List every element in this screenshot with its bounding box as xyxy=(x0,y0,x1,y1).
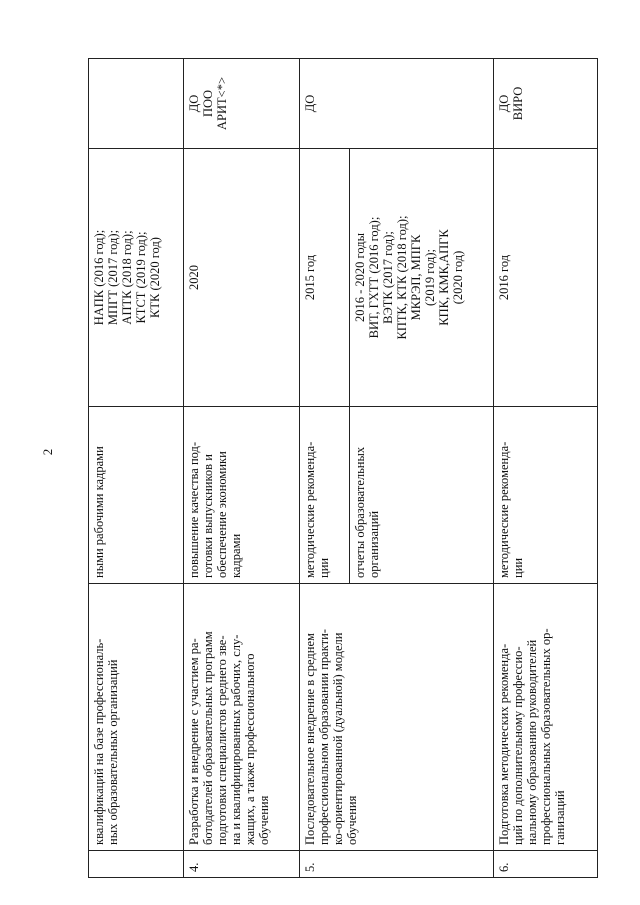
page-number: 2 xyxy=(40,448,55,456)
result-cell: ными рабочими кадрами xyxy=(89,407,184,584)
responsible-cell: ДО ВИРО xyxy=(494,59,598,149)
result-cell: методические рекоменда- ции xyxy=(494,407,598,584)
responsible-cell xyxy=(89,59,184,149)
period-cell: 2020 xyxy=(183,149,299,407)
rotated-table-container xyxy=(88,59,598,878)
period-cell: 2016 - 2020 годы ВИТ, ГХТТ (2016 год); ВЭТК (2017 год); КПТК, КТК (2018 год); МКРЭП, МПГК (2019 год); КПК, КМК,АПГК (2020 год) xyxy=(349,149,494,407)
plan-table xyxy=(88,58,598,878)
row-number: 6. xyxy=(494,851,598,878)
row-number: 4. xyxy=(183,851,299,878)
period-cell: НАПК (2016 год); МПГТ (2017 год); АПТК (2018 год); КТСТ (2019 год); КТК (2020 год) xyxy=(89,149,184,407)
period-cell: 2015 год xyxy=(300,149,350,407)
responsible-cell: ДО ПОО АРИТ<*> xyxy=(183,59,299,149)
result-cell: повышение качества под- готовки выпускников и обеспечение экономики кадрами xyxy=(183,407,299,584)
event-cell: Последовательное внедрение в среднем профессиональном образовании практи- ко-ориентированной (дуальной) модели обучения xyxy=(300,584,494,851)
table-row xyxy=(494,59,598,878)
event-cell: Разработка и внедрение с участием ра- ботодателей образовательных программ подготовки специалистов среднего зве- на и квалифицированных рабочих, слу- жащих, а также профессионального обучения xyxy=(183,584,299,851)
result-cell: отчеты образовательных организаций xyxy=(349,407,494,584)
row-number: 5. xyxy=(300,851,494,878)
event-cell: квалификаций на базе профессиональ- ных образовательных организаций xyxy=(89,584,184,851)
table-row xyxy=(300,59,350,878)
responsible-cell: ДО xyxy=(300,59,494,149)
event-cell: Подготовка методических рекоменда- ций по дополнительному профессио- нальному образованию руководителей профессиональных образовательных ор- ганизаций xyxy=(494,584,598,851)
table-row xyxy=(183,59,299,878)
row-number xyxy=(89,851,184,878)
table-row xyxy=(89,59,184,878)
period-cell: 2016 год xyxy=(494,149,598,407)
result-cell: методические рекоменда- ции xyxy=(300,407,350,584)
